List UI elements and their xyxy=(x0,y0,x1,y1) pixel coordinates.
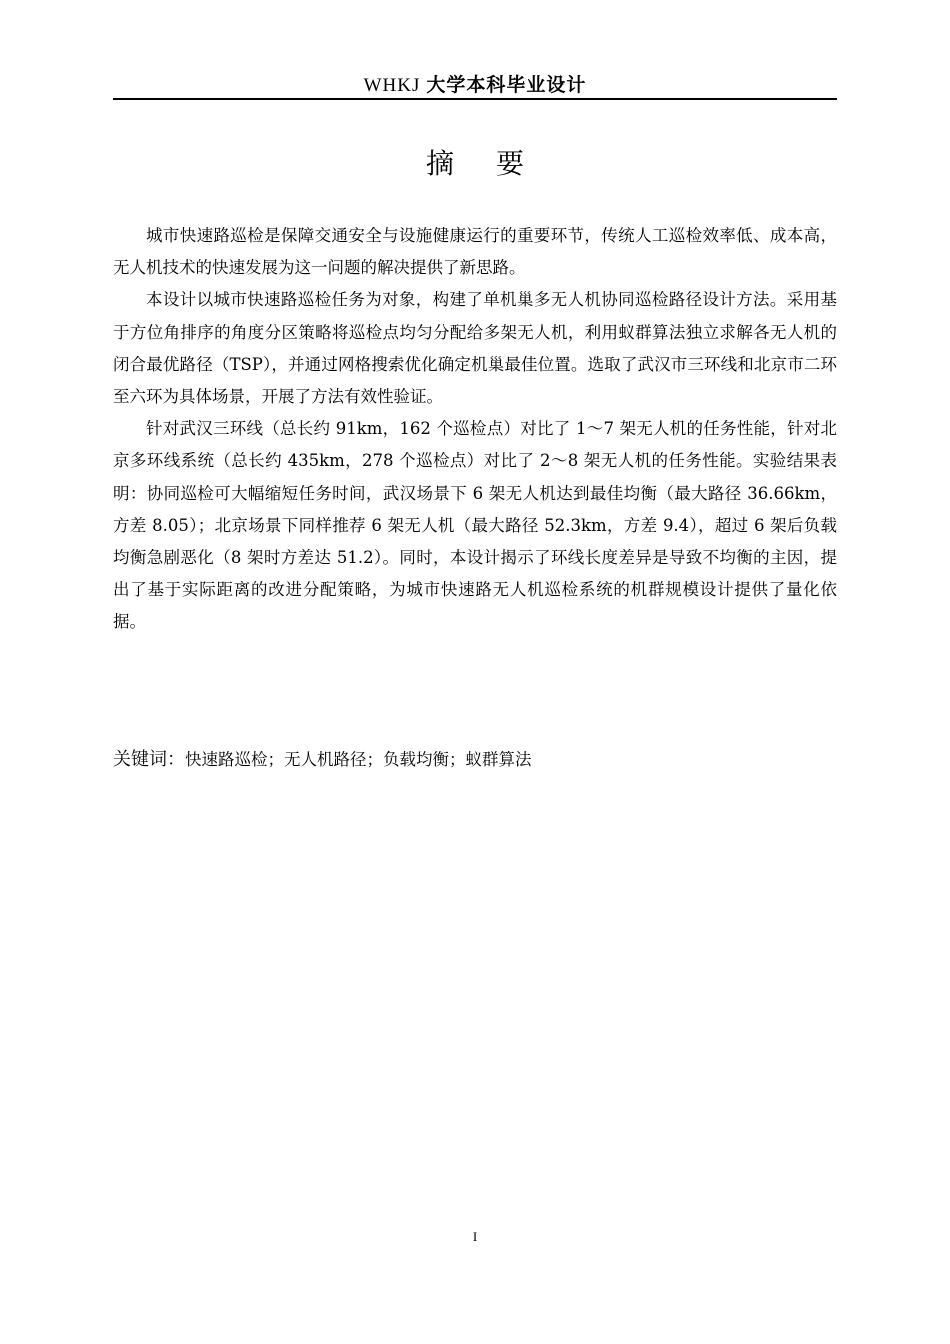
keywords-value: 快速路巡检；无人机路径；负载均衡；蚁群算法 xyxy=(185,750,532,769)
abstract-paragraph-3: 针对武汉三环线（总长约 91km，162 个巡检点）对比了 1～7 架无人机的任务性能，针对北京多环线系统（总长约 435km，278 个巡检点）对比了 2～8 架无人机的任务性能。实验结果表明：协同巡检可大幅缩短任务时间，武汉场景下 6 架无人机达到最佳均衡（最大路径 36.66km，方差 8.05）；北京场景下同样推荐 6 架无人机（最大路径 52.3km，方差 9.4），超过 6 架后负载均衡急剧恶化（8 架时方差达 51.2）。同时，本设计揭示了环线长度差异是导致不均衡的主因，提出了基于实际距离的改进分配策略，为城市快速路无人机巡检系统的机群规模设计提供了量化依据。 xyxy=(113,419,837,632)
abstract-body xyxy=(113,220,837,639)
keywords-label: 关键词： xyxy=(113,749,185,770)
keywords-line xyxy=(113,744,837,776)
abstract-title: 摘要 xyxy=(425,147,566,180)
abstract-paragraph-1: 城市快速路巡检是保障交通安全与设施健康运行的重要环节，传统人工巡检效率低、成本高，无人机技术的快速发展为这一问题的解决提供了新思路。 xyxy=(113,226,837,278)
page-header xyxy=(113,72,837,100)
page-number: I xyxy=(472,1229,478,1244)
header-latin-text: WHKJ xyxy=(363,75,421,96)
abstract-paragraph-2: 本设计以城市快速路巡检任务为对象，构建了单机巢多无人机协同巡检路径设计方法。采用基于方位角排序的角度分区策略将巡检点均匀分配给多架无人机，利用蚁群算法独立求解各无人机的闭合最优路径（TSP），并通过网格搜索优化确定机巢最佳位置。选取了武汉市三环线和北京市二环至六环为具体场景，开展了方法有效性验证。 xyxy=(113,290,837,407)
header-cjk-text: 大学本科毕业设计 xyxy=(426,74,587,96)
